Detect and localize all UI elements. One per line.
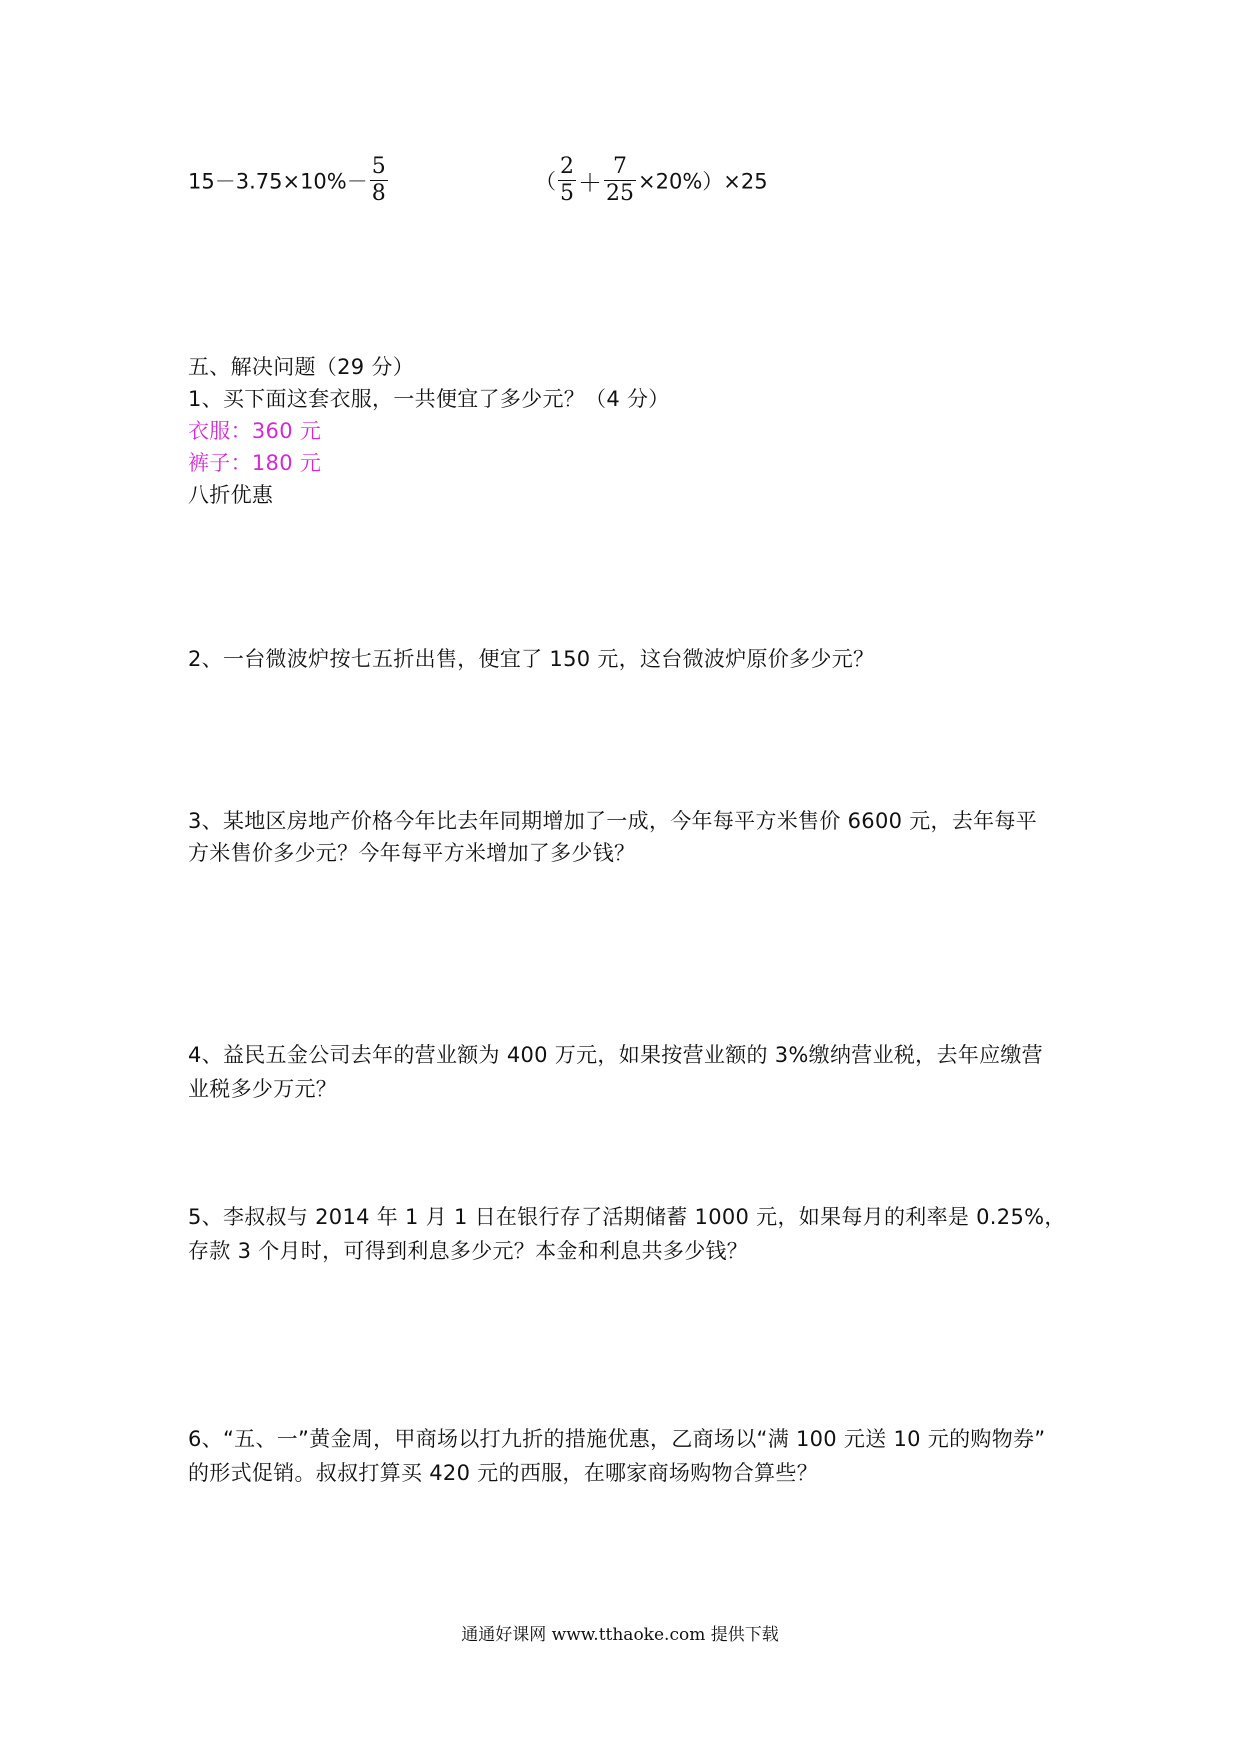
expression-2-open: （ xyxy=(535,169,556,194)
section-title: 五、解决问题（29 分） xyxy=(188,355,414,379)
expression-2-plus: ＋ xyxy=(578,169,602,197)
question-4-line-2: 业税多少万元？ xyxy=(188,1077,338,1101)
question-1-text: 1、买下面这套衣服，一共便宜了多少元？（4 分） xyxy=(188,387,670,411)
question-1-item-clothes: 衣服：360 元 xyxy=(188,419,322,443)
fraction-denominator: 25 xyxy=(606,181,634,206)
question-5-line-2: 存款 3 个月时，可得到利息多少元？本金和利息共多少钱？ xyxy=(188,1239,749,1263)
question-2-text: 2、一台微波炉按七五折出售，便宜了 150 元，这台微波炉原价多少元？ xyxy=(188,647,875,671)
expression-2-fraction-2 xyxy=(604,154,636,207)
question-6-line-1: 6、“五、一”黄金周，甲商场以打九折的措施优惠，乙商场以“满 100 元送 10 元的购物券” xyxy=(188,1427,1046,1451)
question-3-line-1: 3、某地区房地产价格今年比去年同期增加了一成，今年每平方米售价 6600 元，去年每平 xyxy=(188,809,1038,833)
footer-credit: 通通好课网 www.tthaoke.com 提供下载 xyxy=(461,1625,779,1645)
expression-1-text: 15－3.75×10%－ xyxy=(188,169,368,194)
question-4-line-1: 4、益民五金公司去年的营业额为 400 万元，如果按营业额的 3%缴纳营业税，去年应缴营 xyxy=(188,1043,1043,1067)
expression-1 xyxy=(188,154,390,207)
question-1-item-pants: 裤子：180 元 xyxy=(188,451,322,475)
expression-1-fraction xyxy=(370,154,388,207)
question-6-line-2: 的形式促销。叔叔打算买 420 元的西服，在哪家商场购物合算些？ xyxy=(188,1461,819,1485)
expression-2-fraction-1 xyxy=(558,154,576,207)
fraction-denominator: 8 xyxy=(371,181,386,206)
question-1-discount: 八折优惠 xyxy=(188,483,274,507)
question-3-line-2: 方米售价多少元？今年每平方米增加了多少钱？ xyxy=(188,841,636,865)
fraction-numerator: 2 xyxy=(560,154,574,179)
expression-2-tail: ×20%）×25 xyxy=(638,169,768,194)
question-5-line-1: 5、李叔叔与 2014 年 1 月 1 日在银行存了活期储蓄 1000 元，如果每月的利率是 0.25%， xyxy=(188,1205,1066,1229)
fraction-numerator: 5 xyxy=(371,154,386,179)
fraction-numerator: 7 xyxy=(604,154,636,181)
fraction-denominator: 5 xyxy=(560,181,574,206)
expression-2 xyxy=(535,154,768,207)
